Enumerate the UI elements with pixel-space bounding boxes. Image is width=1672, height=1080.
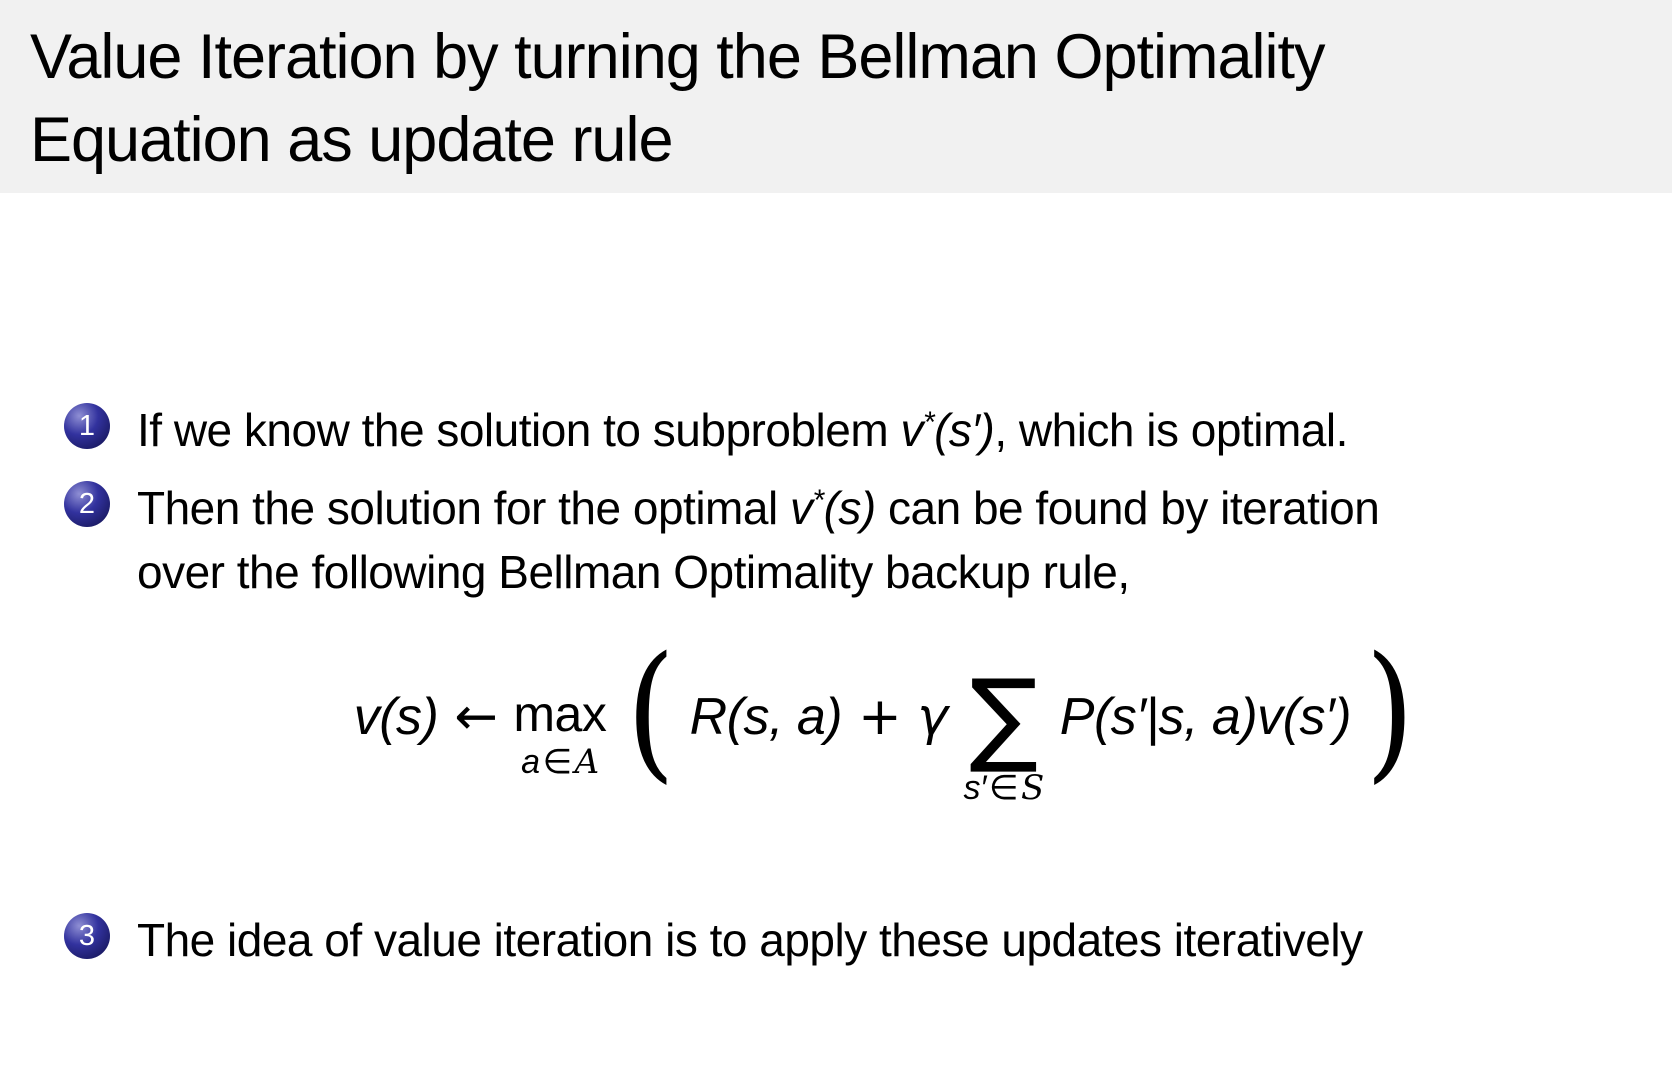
max-sub-var: a <box>521 742 540 781</box>
list-item-1 <box>64 398 1644 462</box>
max-operator <box>513 685 607 782</box>
sum-operator <box>963 658 1044 808</box>
item-3-text <box>137 908 1363 972</box>
formula-row <box>353 624 1419 808</box>
item-1-math-rest: (s′) <box>934 404 995 456</box>
item-2-pre: Then the solution for the optimal <box>137 482 790 534</box>
item-2-number: 2 <box>78 487 96 520</box>
left-arrow-symbol: ← <box>454 686 498 747</box>
item-1-number-ball <box>64 403 110 449</box>
plus-symbol: + <box>858 686 902 747</box>
list-item-3 <box>64 908 1644 972</box>
action-set-symbol: A <box>574 741 599 782</box>
sum-sub-var: s′ <box>963 768 986 807</box>
item-2-post: can be found by iteration <box>875 482 1380 534</box>
max-subscript <box>521 741 599 782</box>
item-2-math-var: v <box>789 482 813 534</box>
reward-term: R(s, a) <box>689 687 843 746</box>
open-paren: ( <box>626 624 676 797</box>
item-1-pre: If we know the solution to subproblem <box>137 404 901 456</box>
slide-header <box>0 0 1672 193</box>
state-set-symbol: S <box>1020 767 1044 808</box>
sigma-symbol: ∑ <box>969 658 1038 778</box>
close-paren: ) <box>1365 624 1415 797</box>
item-3-pre: The idea of value iteration is to apply these updates iteratively <box>137 914 1363 966</box>
item-1-math-var: v <box>900 404 923 456</box>
item-2-line-2: over the following Bellman Optimality backup rule, <box>137 546 1130 599</box>
max-label: max <box>513 685 607 742</box>
title-line-2: Equation as update rule <box>30 105 673 176</box>
item-3-number-ball <box>64 913 110 959</box>
element-of-symbol: ∈ <box>988 767 1018 808</box>
item-1-number: 1 <box>78 409 96 442</box>
item-2-number-ball <box>64 481 110 527</box>
item-1-math-sup: * <box>922 406 935 439</box>
formula-lhs: v(s) <box>353 687 439 746</box>
bellman-update-formula <box>130 612 1642 822</box>
title-line-1: Value Iteration by turning the Bellman Optimality <box>30 22 1325 92</box>
item-2-text <box>137 476 1379 605</box>
element-of-symbol: ∈ <box>542 741 572 782</box>
item-2-math-rest: (s) <box>823 482 876 534</box>
item-3-number: 3 <box>78 919 96 952</box>
sum-subscript <box>963 767 1044 808</box>
item-2-math-sup: * <box>812 484 824 517</box>
list-item-2 <box>64 476 1644 605</box>
slide-title <box>30 16 1642 182</box>
item-1-text <box>137 398 1348 462</box>
discount-gamma: γ <box>917 686 948 747</box>
transition-term: P(s′|s, a)v(s′) <box>1059 687 1352 746</box>
item-1-post: , which is optimal. <box>994 404 1348 456</box>
